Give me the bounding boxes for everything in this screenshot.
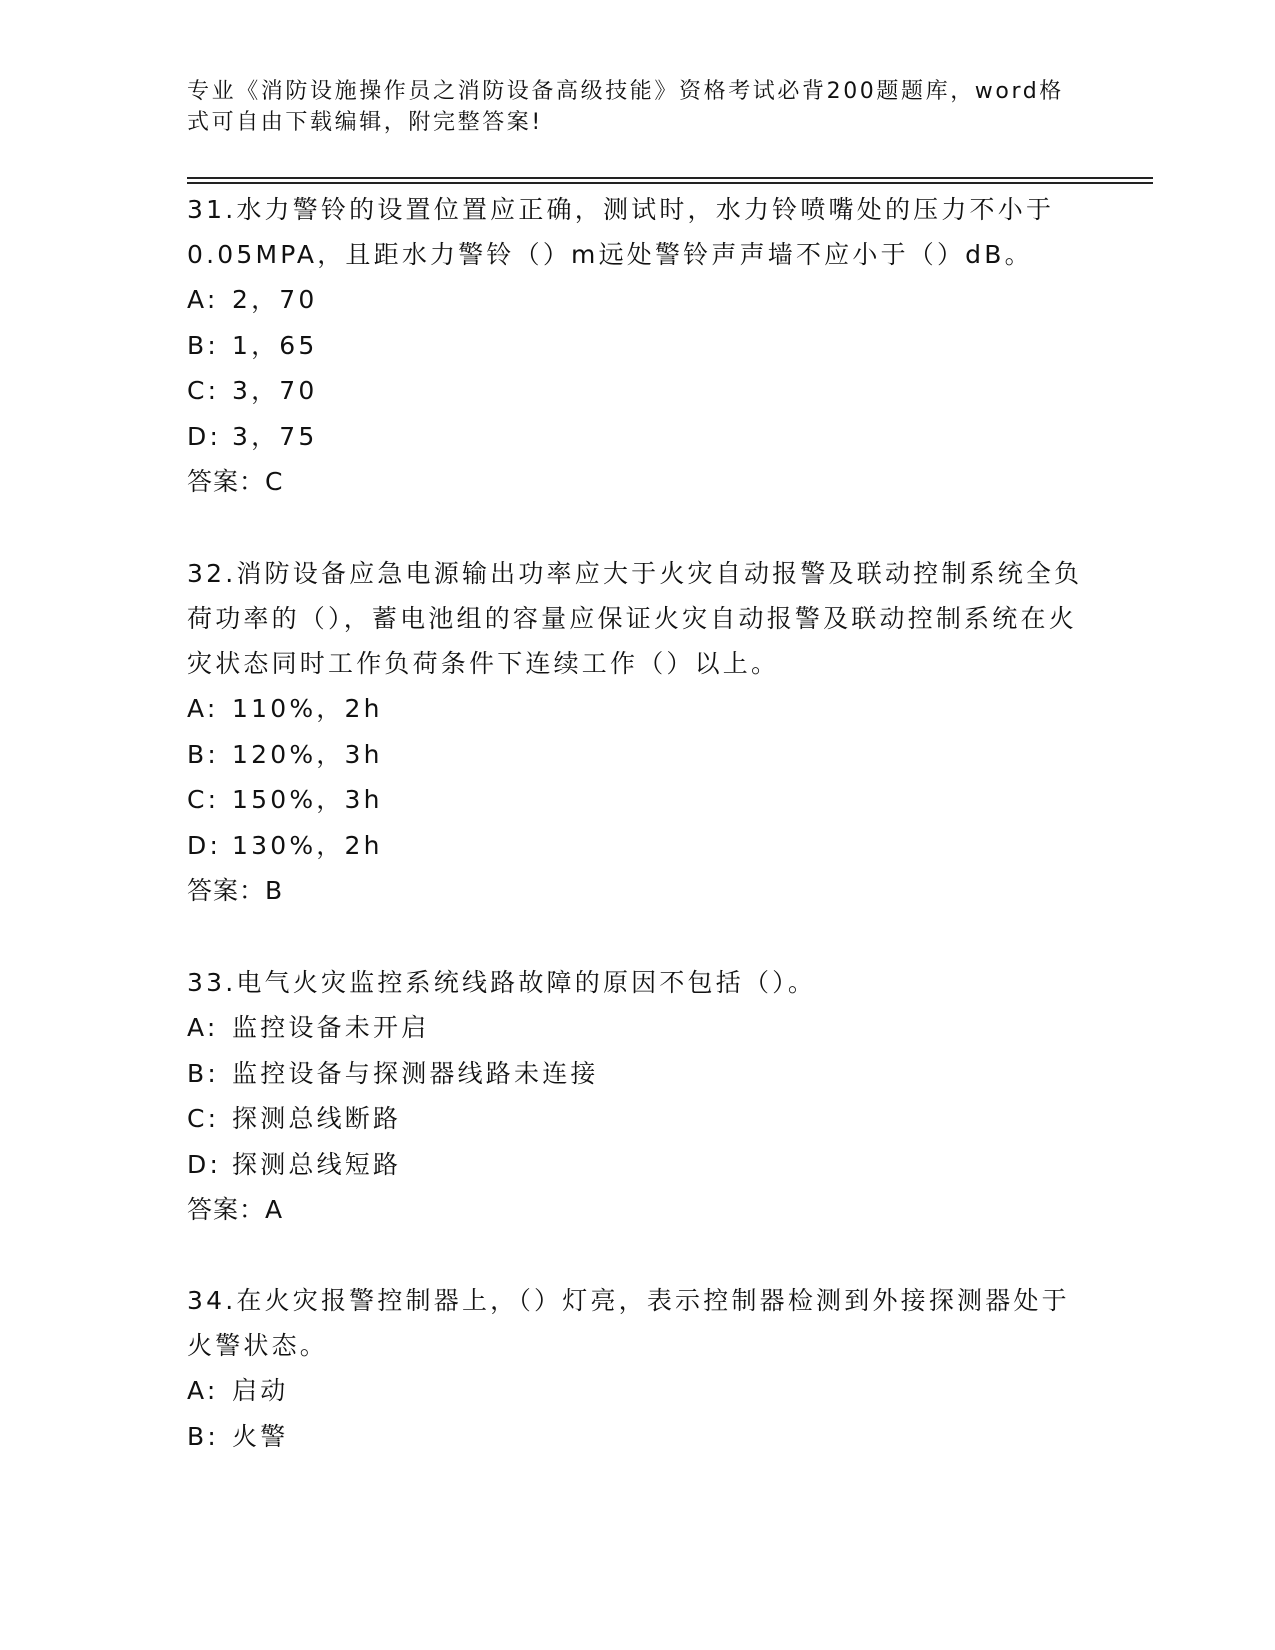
question-31 <box>187 187 1087 505</box>
option-key: A: <box>187 694 219 723</box>
option-c <box>187 777 1087 823</box>
option-key: B: <box>187 1421 219 1451</box>
option-text: 探测总线断路 <box>232 1104 402 1133</box>
question-text: 33.电气火灾监控系统线路故障的原因不包括（）。 <box>187 968 817 997</box>
question-text: 34.在火灾报警控制器上，（）灯亮，表示控制器检测到外接探测器处于火警状态。 <box>187 1286 1070 1360</box>
answer-line: 答案：B <box>187 876 284 905</box>
option-a <box>187 686 1087 732</box>
option-key: D: <box>187 830 222 860</box>
answer-line: 答案：C <box>187 467 284 496</box>
option-key: D: <box>187 421 222 451</box>
option-text: 2，70 <box>232 285 318 314</box>
option-key: A: <box>187 1013 219 1042</box>
option-key: C: <box>187 785 220 814</box>
option-c <box>187 1096 1087 1142</box>
option-text: 3，75 <box>232 421 318 451</box>
option-key: C: <box>187 1104 220 1133</box>
option-key: C: <box>187 376 220 405</box>
option-text: 3，70 <box>232 376 318 405</box>
question-text: 31.水力警铃的设置位置应正确，测试时，水力铃喷嘴处的压力不小于0.05MPA，且距水力警铃（）m远处警铃声声墙不应小于（）dB。 <box>187 195 1055 269</box>
option-text: 150%，3h <box>232 785 383 814</box>
option-b <box>187 1414 1087 1460</box>
option-d <box>187 1142 1087 1188</box>
option-c <box>187 368 1087 414</box>
option-text: 120%，3h <box>232 739 383 769</box>
document-intro: 专业《消防设施操作员之消防设备高级技能》资格考试必背200题题库，word格式可自由下载编辑，附完整答案! <box>187 79 1064 135</box>
option-a <box>187 1005 1087 1051</box>
option-text: 110%，2h <box>232 694 383 723</box>
option-a <box>187 1368 1087 1414</box>
option-b <box>187 323 1087 369</box>
option-b <box>187 1051 1087 1097</box>
option-text: 1，65 <box>232 330 318 360</box>
question-text: 32.消防设备应急电源输出功率应大于火灾自动报警及联动控制系统全负荷功率的（），蓄电池组的容量应保证火灾自动报警及联动控制系统在火灾状态同时工作负荷条件下连续工作（）以上。 <box>187 559 1083 678</box>
option-text: 130%，2h <box>232 830 383 860</box>
option-d <box>187 823 1087 869</box>
option-text: 监控设备与探测器线路未连接 <box>232 1058 599 1088</box>
option-text: 启动 <box>232 1376 289 1405</box>
question-32 <box>187 551 1087 914</box>
question-34 <box>187 1278 1087 1459</box>
option-a <box>187 277 1087 323</box>
answer-line: 答案：A <box>187 1195 284 1224</box>
question-33 <box>187 960 1087 1233</box>
option-key: B: <box>187 739 219 769</box>
option-key: B: <box>187 330 219 360</box>
option-key: D: <box>187 1149 222 1179</box>
header-divider-bottom <box>187 182 1153 184</box>
option-key: A: <box>187 1376 219 1405</box>
option-key: B: <box>187 1058 219 1088</box>
option-b <box>187 732 1087 778</box>
option-key: A: <box>187 285 219 314</box>
option-text: 监控设备未开启 <box>232 1013 430 1042</box>
option-d <box>187 414 1087 460</box>
header-divider-top <box>187 177 1153 179</box>
option-text: 探测总线短路 <box>232 1149 402 1179</box>
option-text: 火警 <box>232 1421 289 1451</box>
